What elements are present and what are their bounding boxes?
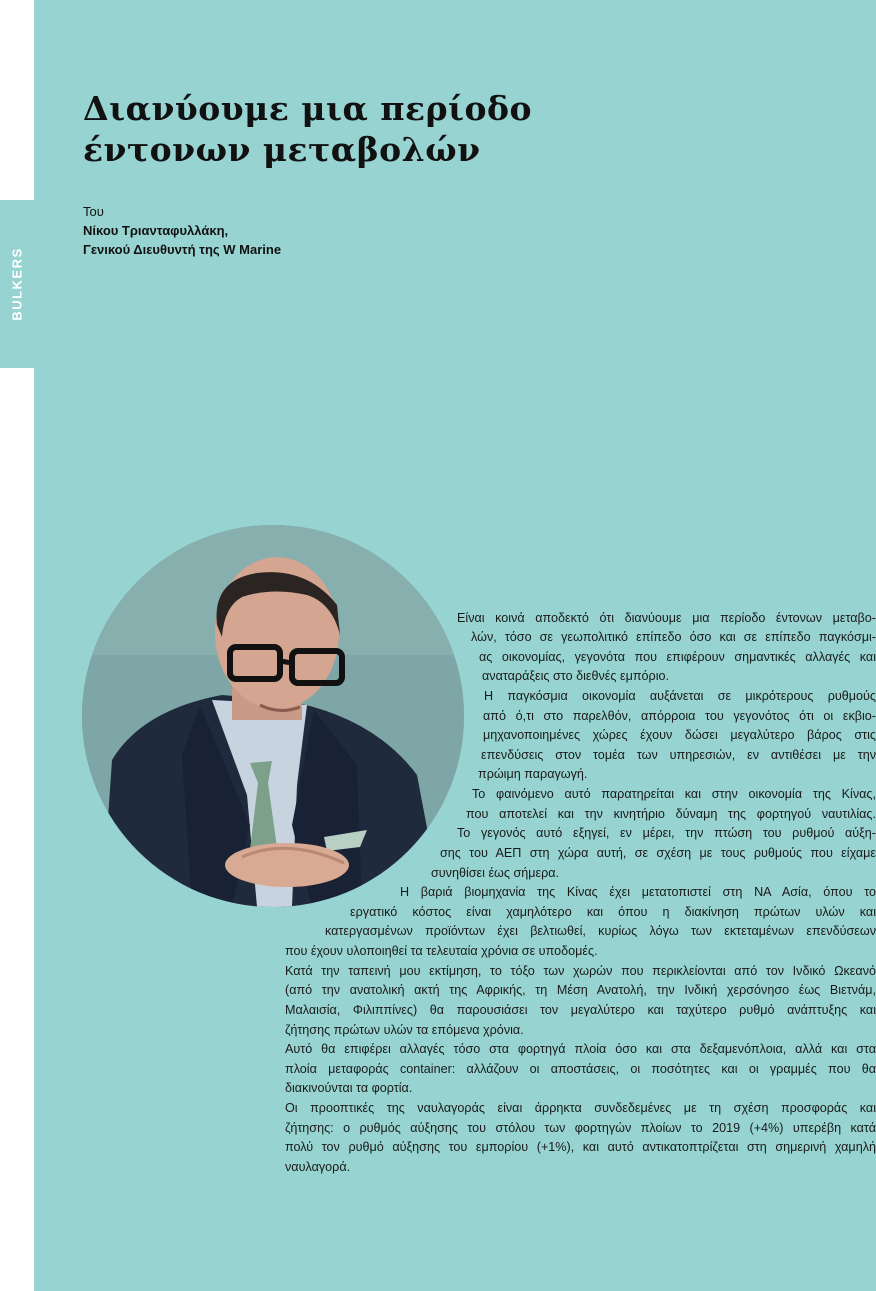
article-line: πρώιμη παραγωγή. <box>478 767 588 781</box>
article-line: Το γεγονός αυτό εξηγεί, εν μέρει, την πτώση του ρυθμού αύξη- <box>457 826 876 840</box>
article-line: μηχανοποιημένες χώρες έχουν δώσει μεγαλύτερο βάρος στις <box>483 728 876 742</box>
article-line: (από την ανατολική ακτή της Αφρικής, τη Μέση Ανατολή, την Ινδική χερσόνησο έως Βιετνάμ, <box>285 983 876 997</box>
article-line: ζήτησης πρώτων υλών τα επόμενα χρόνια. <box>285 1023 524 1037</box>
article-line: που έχουν υλοποιηθεί τα τελευταία χρόνια σε υποδομές. <box>285 944 598 958</box>
byline-prefix: Του <box>83 204 104 219</box>
section-label: BULKERS <box>9 247 25 321</box>
article-line: Οι προοπτικές της ναυλαγοράς είναι άρρηκτα συνδεδεμένες με τη σχέση προσφοράς και <box>285 1101 876 1115</box>
article-line: Η παγκόσμια οικονομία αυξάνεται σε μικρότερους ρυθμούς <box>484 689 876 703</box>
article-line: Είναι κοινά αποδεκτό ότι διανύουμε μια περίοδο έντονων μεταβο- <box>457 611 876 625</box>
article-line: διακινούνται τα φορτία. <box>285 1081 413 1095</box>
article-line: Αυτό θα επιφέρει αλλαγές τόσο στα φορτηγά πλοία όσο και στα δεξαμενόπλοια, αλλά και στα <box>285 1042 876 1056</box>
article-line: πολύ τον ρυθμό αύξησης του εμπορίου (+1%), και αυτό αντικατοπτρίζεται στη σημερινή χαμηλή <box>285 1140 876 1154</box>
article-line: συνηθίσει έως σήμερα. <box>431 866 560 880</box>
article-line: επενδύσεις στον τομέα των υπηρεσιών, εν αντιθέσει με την <box>481 748 876 762</box>
article-line: εργατικό κόστος είναι χαμηλότερο και όπου η διακίνηση πρώτων υλών και <box>350 905 876 919</box>
article-line: από ό,τι στο παρελθόν, απόρροια του γεγονότος ότι οι εκβιο- <box>483 709 876 723</box>
article-line: σης του ΑΕΠ στη χώρα αυτή, σε σχέση με τους ρυθμούς που είχαμε <box>440 846 876 860</box>
article-line: Η βαριά βιομηχανία της Κίνας έχει μετατοπιστεί στη ΝΑ Ασία, όπου το <box>400 885 876 899</box>
article-line: ζήτησης: ο ρυθμός αύξησης του στόλου των φορτηγών πλοίων το 2019 (+4%) υπερέβη κατά <box>285 1121 876 1135</box>
article-line: που αποτελεί και την κινητήριο δύναμη της φορτηγού ναυτιλίας. <box>466 807 876 821</box>
article-line: πλοία μεταφοράς container: αλλάζουν οι αποστάσεις, οι ποσότητες και οι γραμμές που θα <box>285 1062 876 1076</box>
article-line: κατεργασμένων προϊόντων έχει βελτιωθεί, κυρίως λόγω των εκτεταμένων επενδύσεων <box>325 924 876 938</box>
article-line: Μαλαισία, Φιλιππίνες) θα παρουσιάσει τον μεγαλύτερο και ταχύτερο ρυθμό ανάπτυξης και <box>285 1003 876 1017</box>
article-line: αναταράξεις στο διεθνές εμπόριο. <box>482 669 670 683</box>
article-line: Κατά την ταπεινή μου εκτίμηση, το τόξο των χωρών που περικλείονται από τον Ινδικό Ωκεανό <box>285 964 876 978</box>
title-line-2: έντονων μεταβολών <box>83 130 481 169</box>
article-line: λών, τόσο σε γεωπολιτικό επίπεδο όσο και σε επίπεδο παγκόσμι- <box>471 630 876 644</box>
article-line: ναυλαγορά. <box>285 1160 351 1174</box>
byline-role: Γενικού Διευθυντή της W Marine <box>83 242 282 257</box>
title-line-1: Διανύουμε μια περίοδο <box>83 89 533 128</box>
byline-author: Νίκου Τριανταφυλλάκη, <box>83 223 229 238</box>
article-line: ας οικονομίας, γεγονότα που επιφέρουν σημαντικές αλλαγές και <box>479 650 876 664</box>
article-line: Το φαινόμενο αυτό παρατηρείται και στην οικονομία της Κίνας, <box>472 787 876 801</box>
